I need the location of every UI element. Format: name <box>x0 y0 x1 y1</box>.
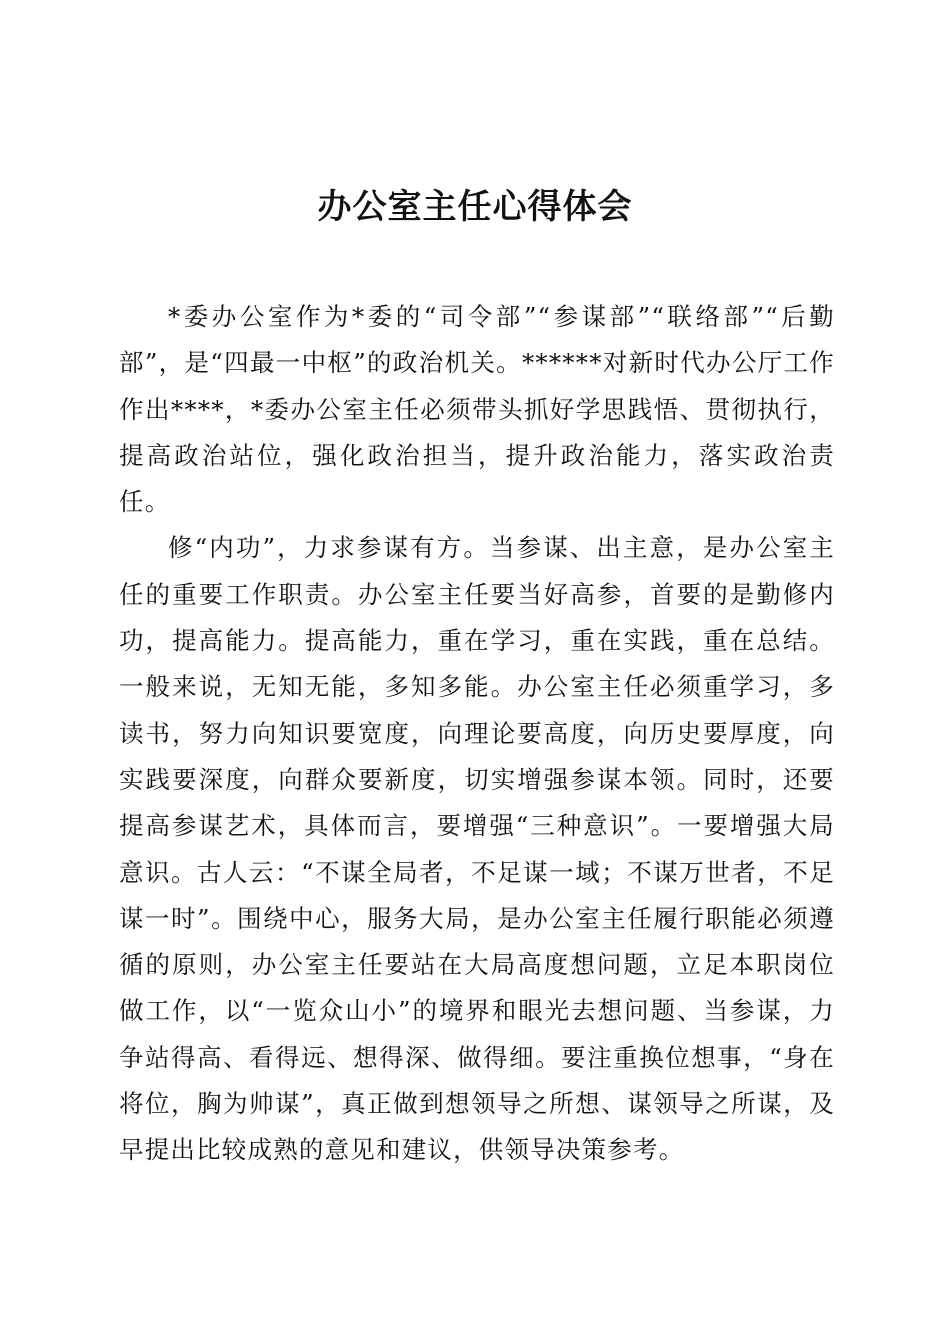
paragraph-inner-skill: 修“内功”，力求参谋有方。当参谋、出主意，是办公室主任的重要工作职责。办公室主任要当好高参，首要的是勤修内功，提高能力。提高能力，重在学习，重在实践，重在总结。一般来说，无知无能，多知多能。办公室主任必须重学习，多读书，努力向知识要宽度，向理论要高度，向历史要厚度，向实践要深度，向群众要新度，切实增强参谋本领。同时，还要提高参谋艺术，具体而言，要增强“三种意识”。一要增强大局意识。古人云：“不谋全局者，不足谋一域；不谋万世者，不足谋一时”。围绕中心，服务大局，是办公室主任履行职能必须遵循的原则，办公室主任要站在大局高度想问题，立足本职岗位做工作，以“一览众山小”的境界和眼光去想问题、当参谋，力争站得高、看得远、想得深、做得细。要注重换位想事，“身在将位，胸为帅谋”，真正做到想领导之所想、谋领导之所谋，及早提出比较成熟的意见和建议，供领导决策参考。 <box>119 533 835 1165</box>
document-body <box>119 294 835 1174</box>
paragraph-intro: *委办公室作为*委的“司令部”“参谋部”“联络部”“后勤部”，是“四最一中枢”的政治机关。******对新时代办公厅工作作出****，*委办公室主任必须带头抓好学思践悟、贯彻执行，提高政治站位，强化政治担当，提升政治能力，落实政治责任。 <box>119 302 835 517</box>
document-title: 办公室主任心得体会 <box>317 187 633 227</box>
